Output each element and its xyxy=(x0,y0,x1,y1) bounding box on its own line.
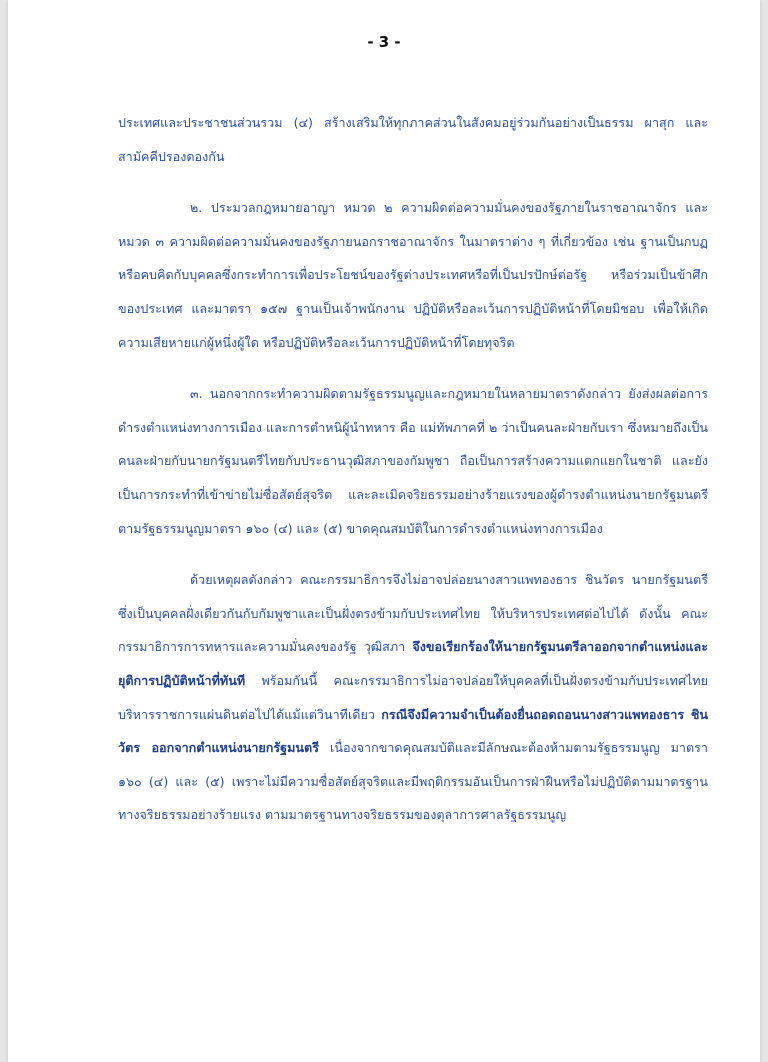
text-segment: ๓. นอกจากกระทำความผิดตามรัฐธรรมนูญและกฎหมายในหลายมาตราดังกล่าว ยังส่งผลต่อการดำรงตำแหน่งทางการเมือง และการตำหนิผู้นำทหาร คือ แม่ทัพภาคที่ ๒ ว่าเป็นคนละฝ่ายกับเรา ซึ่งหมายถึงเป็นคนละฝ่ายกับนายกรัฐมนตรีไทยกับประธานวุฒิสภาของกัมพูชา ถือเป็นการสร้างความแตกแยกในชาติ และยังเป็นการกระทำที่เข้าข่ายไม่ซื่อสัตย์สุจริต และละเมิดจริยธรรมอย่างร้ายแรงของผู้ดำรงตำแหน่งนายกรัฐมนตรี ตามรัฐธรรมนูญมาตรา ๑๖๐ (๔) และ (๕) ขาดคุณสมบัติในการดำรงตำแหน่งทางการเมือง xyxy=(118,386,708,536)
bold-text-segment: กรณีจึงมีความจำเป็นต้องยื่นถอดถอนนางสาวแพทองธาร ชินวัตร ออกจากตำแหน่งนายกรัฐมนตรี xyxy=(118,706,708,756)
text-segment: ๒. ประมวลกฎหมายอาญา หมวด ๒ ความผิดต่อความมั่นคงของรัฐภายในราชอาณาจักร และหมวด ๓ ความผิดต่อความมั่นคงของรัฐภายนอกราชอาณาจักร ในมาตราต่าง ๆ ที่เกี่ยวข้อง เช่น ฐานเป็นกบฏ หรือคบคิดกับบุคคลซึ่งกระทำการเพื่อประโยชน์ของรัฐต่างประเทศหรือที่เป็นปรปักษ์ต่อรัฐ หรือร่วมเป็นข้าศึกของประเทศ และมาตรา ๑๕๗ ฐานเป็นเจ้าพนักงาน ปฏิบัติหรือละเว้นการปฏิบัติหน้าที่โดยมิชอบ เพื่อให้เกิดความเสียหายแก่ผู้หนึ่งผู้ใด หรือปฏิบัติหรือละเว้นการปฏิบัติหน้าที่โดยทุจริต xyxy=(118,200,708,350)
paragraph-p3 xyxy=(118,377,708,545)
paragraph-p4 xyxy=(118,563,708,832)
paragraph-p2 xyxy=(118,191,708,359)
document-page xyxy=(8,0,760,1062)
text-segment: ประเทศและประชาชนส่วนรวม (๔) สร้างเสริมให้ทุกภาคส่วนในสังคมอยู่ร่วมกันอย่างเป็นธรรม ผาสุก และสามัคคีปรองดองกัน xyxy=(118,115,708,164)
paragraph-p1 xyxy=(118,106,708,173)
text-segment: พร้อมกันนี้ คณะกรรมาธิการไม่อาจปล่อยให้บุคคลที่เป็นฝั่งตรงข้ามกับประเทศไทยบริหารราชการแผ่นดินต่อไปได้แม้แต่วินาทีเดียว xyxy=(118,672,708,722)
text-segment: เนื่องจากขาดคุณสมบัติและมีลักษณะต้องห้ามตามรัฐธรรมนูญ มาตรา ๑๖๐ (๔) และ (๕) เพราะไม่มีความซื่อสัตย์สุจริตและมีพฤติกรรมอันเป็นการฝ่าฝืนหรือไม่ปฏิบัติตามมาตรฐานทางจริยธรรมอย่างร้ายแรง ตามมาตรฐานทางจริยธรรมของตุลาการศาลรัฐธรรมนูญ xyxy=(118,740,708,823)
document-body xyxy=(118,106,708,832)
text-segment: ด้วยเหตุผลดังกล่าว คณะกรรมาธิการจึงไม่อาจปล่อยนางสาวแพทองธาร ชินวัตร นายกรัฐมนตรี ซึ่งเป็นบุคคลฝั่งเดียวกันกับกัมพูชาและเป็นฝั่งตรงข้ามกับประเทศไทย ให้บริหารประเทศต่อไปได้ ดังนั้น คณะกรรมาธิการการทหารและความมั่นคงของรัฐ วุฒิสภา xyxy=(118,572,708,655)
bold-text-segment: จึงขอเรียกร้องให้นายกรัฐมนตรีลาออกจากตำแหน่งและยุติการปฏิบัติหน้าที่ทันที xyxy=(118,639,708,688)
page-number: - 3 - xyxy=(367,33,401,51)
